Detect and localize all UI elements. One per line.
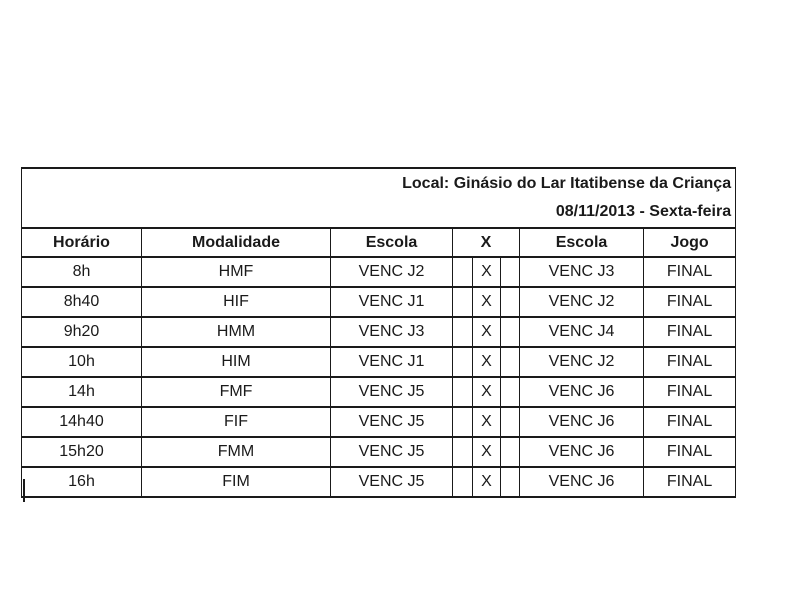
cell-spacer-left[interactable] xyxy=(453,407,473,437)
cell-jogo[interactable]: FINAL xyxy=(644,467,736,497)
table-row xyxy=(22,287,736,317)
cell-spacer-right[interactable] xyxy=(501,407,520,437)
cell-horario[interactable]: 8h40 xyxy=(22,287,142,317)
table-row xyxy=(22,317,736,347)
cell-x-mark[interactable]: X xyxy=(473,347,501,377)
col-header-escola-right[interactable]: Escola xyxy=(520,228,644,257)
cell-jogo[interactable]: FINAL xyxy=(644,317,736,347)
cell-escola-left[interactable]: VENC J5 xyxy=(331,377,453,407)
cell-x-mark[interactable]: X xyxy=(473,377,501,407)
cell-spacer-left[interactable] xyxy=(453,317,473,347)
cell-spacer-right[interactable] xyxy=(501,287,520,317)
cell-spacer-right[interactable] xyxy=(501,437,520,467)
cell-spacer-left[interactable] xyxy=(453,257,473,287)
cell-x-mark[interactable]: X xyxy=(473,317,501,347)
cell-jogo[interactable]: FINAL xyxy=(644,347,736,377)
col-header-modalidade[interactable]: Modalidade xyxy=(142,228,331,257)
cell-escola-right[interactable]: VENC J6 xyxy=(520,377,644,407)
table-row xyxy=(22,257,736,287)
location-text: Local: Ginásio do Lar Itatibense da Criança xyxy=(402,175,732,192)
cell-jogo[interactable]: FINAL xyxy=(644,257,736,287)
cell-horario[interactable]: 15h20 xyxy=(22,437,142,467)
cell-modalidade[interactable]: HMF xyxy=(142,257,331,287)
cell-modalidade[interactable]: FMF xyxy=(142,377,331,407)
cell-spacer-right[interactable] xyxy=(501,257,520,287)
cell-modalidade[interactable]: HIF xyxy=(142,287,331,317)
cell-spacer-right[interactable] xyxy=(501,347,520,377)
table-row xyxy=(22,467,736,497)
cell-spacer-left[interactable] xyxy=(453,467,473,497)
cell-spacer-right[interactable] xyxy=(501,317,520,347)
cell-escola-left[interactable]: VENC J2 xyxy=(331,257,453,287)
col-header-jogo[interactable]: Jogo xyxy=(644,228,736,257)
text-caret xyxy=(23,479,25,502)
table-header-row xyxy=(22,228,736,257)
col-header-escola-left[interactable]: Escola xyxy=(331,228,453,257)
schedule-body xyxy=(22,168,736,497)
cell-escola-right[interactable]: VENC J6 xyxy=(520,467,644,497)
cell-jogo[interactable]: FINAL xyxy=(644,287,736,317)
cell-horario[interactable]: 8h xyxy=(22,257,142,287)
table-row xyxy=(22,437,736,467)
cell-horario[interactable]: 14h40 xyxy=(22,407,142,437)
cell-modalidade[interactable]: FIF xyxy=(142,407,331,437)
cell-spacer-left[interactable] xyxy=(453,287,473,317)
cell-escola-right[interactable]: VENC J6 xyxy=(520,437,644,467)
cell-escola-left[interactable]: VENC J5 xyxy=(331,467,453,497)
cell-x-mark[interactable]: X xyxy=(473,467,501,497)
table-row xyxy=(22,407,736,437)
cell-x-mark[interactable]: X xyxy=(473,257,501,287)
info-cell[interactable] xyxy=(22,168,736,228)
cell-escola-left[interactable]: VENC J3 xyxy=(331,317,453,347)
date-text: 08/11/2013 - Sexta-feira xyxy=(555,203,732,220)
table-row xyxy=(22,377,736,407)
table-row xyxy=(22,347,736,377)
cell-horario[interactable]: 9h20 xyxy=(22,317,142,347)
cell-x-mark[interactable]: X xyxy=(473,437,501,467)
cell-escola-right[interactable]: VENC J4 xyxy=(520,317,644,347)
cell-spacer-left[interactable] xyxy=(453,347,473,377)
cell-x-mark[interactable]: X xyxy=(473,407,501,437)
cell-modalidade[interactable]: HIM xyxy=(142,347,331,377)
cell-spacer-left[interactable] xyxy=(453,377,473,407)
cell-escola-right[interactable]: VENC J2 xyxy=(520,347,644,377)
cell-horario[interactable]: 16h xyxy=(22,467,142,497)
cell-escola-right[interactable]: VENC J3 xyxy=(520,257,644,287)
col-header-horario[interactable]: Horário xyxy=(22,228,142,257)
cell-modalidade[interactable]: FIM xyxy=(142,467,331,497)
cell-escola-right[interactable]: VENC J6 xyxy=(520,407,644,437)
cell-modalidade[interactable]: FMM xyxy=(142,437,331,467)
cell-modalidade[interactable]: HMM xyxy=(142,317,331,347)
cell-jogo[interactable]: FINAL xyxy=(644,407,736,437)
cell-spacer-left[interactable] xyxy=(453,437,473,467)
cell-spacer-right[interactable] xyxy=(501,467,520,497)
cell-horario[interactable]: 10h xyxy=(22,347,142,377)
cell-escola-left[interactable]: VENC J1 xyxy=(331,287,453,317)
cell-jogo[interactable]: FINAL xyxy=(644,377,736,407)
cell-spacer-right[interactable] xyxy=(501,377,520,407)
cell-escola-left[interactable]: VENC J1 xyxy=(331,347,453,377)
cell-escola-right[interactable]: VENC J2 xyxy=(520,287,644,317)
col-header-x[interactable]: X xyxy=(453,228,520,257)
cell-escola-left[interactable]: VENC J5 xyxy=(331,407,453,437)
cell-x-mark[interactable]: X xyxy=(473,287,501,317)
table-info-row xyxy=(22,168,736,228)
cell-jogo[interactable]: FINAL xyxy=(644,437,736,467)
schedule-table xyxy=(21,167,736,498)
cell-escola-left[interactable]: VENC J5 xyxy=(331,437,453,467)
cell-horario[interactable]: 14h xyxy=(22,377,142,407)
